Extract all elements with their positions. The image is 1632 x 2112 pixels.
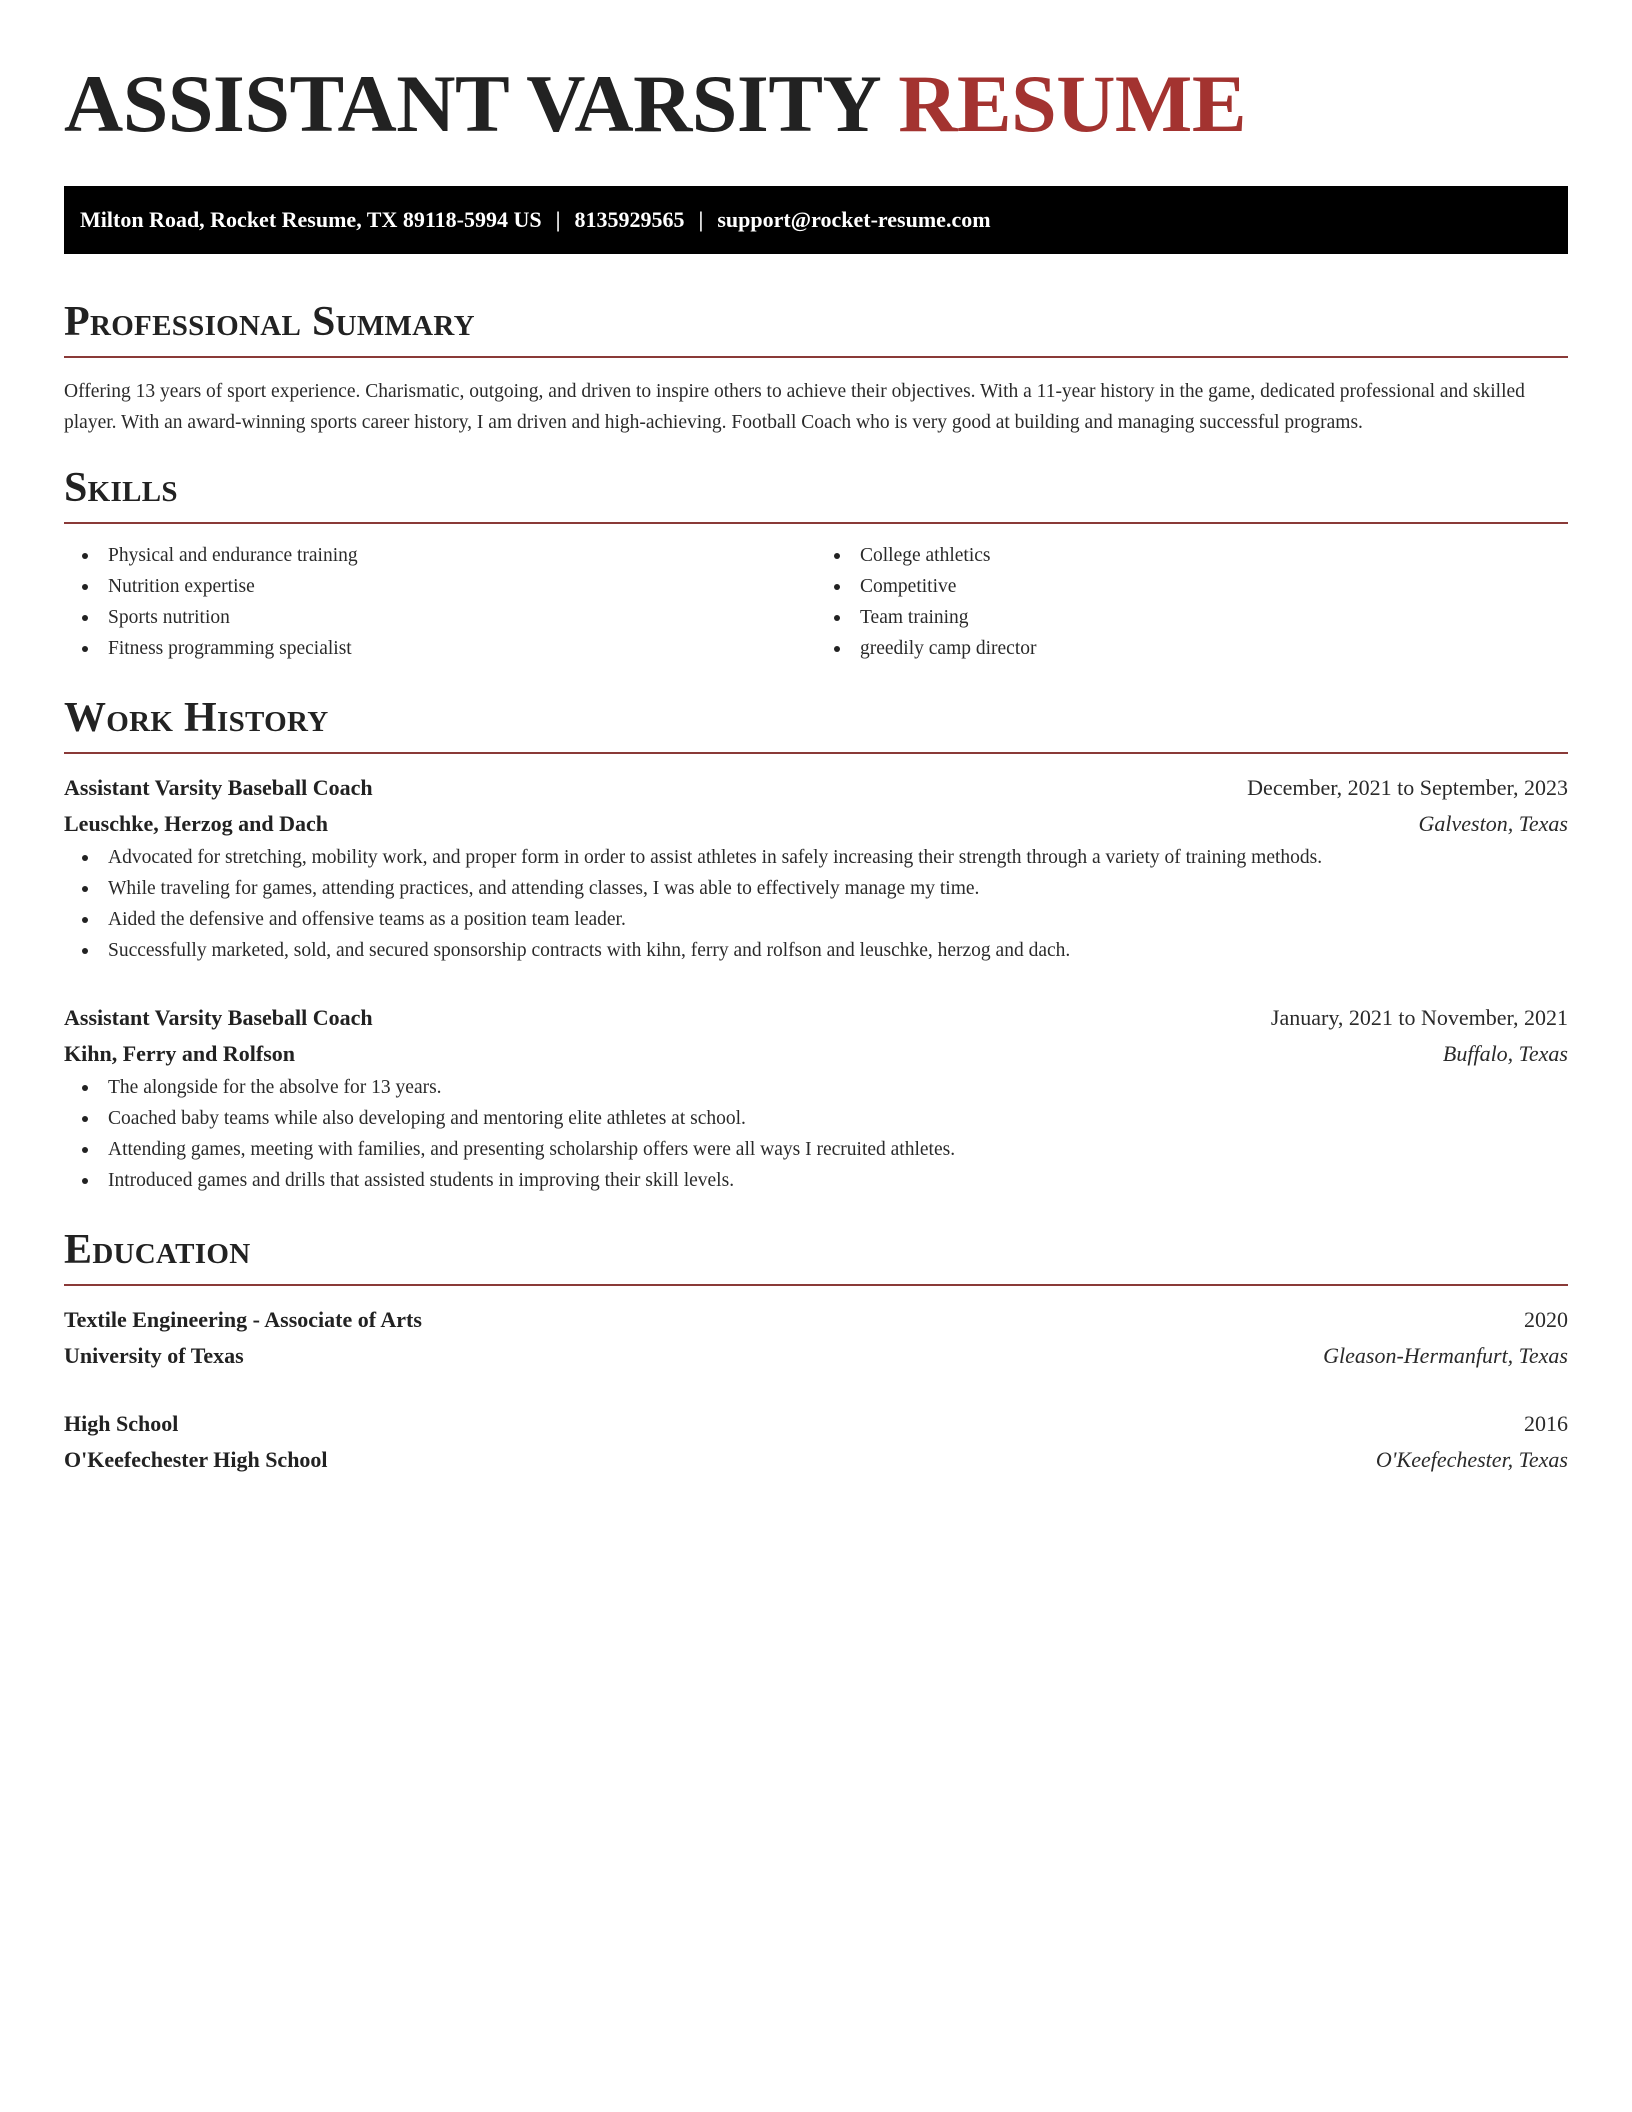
job-title: Assistant Varsity Baseball Coach [64,1005,373,1030]
job-entry [64,1000,1568,1196]
education-school-row [64,1338,1568,1374]
education-location: Gleason-Hermanfurt, Texas [1323,1343,1568,1368]
work-heading: Work History [64,695,329,741]
job-bullet: Successfully marketed, sold, and secured sponsorship contracts with kihn, ferry and rolfson and leuschke, herzog and dach. [64,935,1568,966]
job-bullet: Advocated for stretching, mobility work, and proper form in order to assist athletes in safely increasing their strength through a variety of training methods. [64,842,1568,873]
contact-address: Milton Road, Rocket Resume, TX 89118-5994 US [80,207,542,232]
job-title: Assistant Varsity Baseball Coach [64,775,373,800]
education-entry [64,1406,1568,1478]
job-dates: December, 2021 to September, 2023 [1247,775,1568,800]
skill-item: Physical and endurance training [64,540,816,571]
skill-item: greedily camp director [816,633,1568,664]
job-header-row [64,1000,1568,1036]
summary-text: Offering 13 years of sport experience. Charismatic, outgoing, and driven to inspire others to achieve their objectives. With a 11-year history in the game, dedicated professional and skilled player. With an award-winning sports career history, I am driven and high-achieving. Football Coach who is very good at building and managing successful programs. [64,381,1525,433]
job-bullet: While traveling for games, attending practices, and attending classes, I was able to effectively manage my time. [64,873,1568,904]
contact-separator: | [698,207,704,232]
job-entry [64,770,1568,966]
education-year: 2016 [1524,1411,1568,1436]
job-header-row [64,770,1568,806]
skill-item: Competitive [816,571,1568,602]
education-degree: Textile Engineering - Associate of Arts [64,1307,422,1332]
job-company: Kihn, Ferry and Rolfson [64,1041,296,1066]
education-degree-row [64,1406,1568,1442]
job-company-row [64,1036,1568,1072]
education-school: O'Keefechester High School [64,1447,328,1472]
summary-heading: Professional Summary [64,299,475,345]
skills-grid [64,540,1568,664]
skills-right-column [816,540,1568,664]
job-company-row [64,806,1568,842]
education-entry [64,1302,1568,1374]
job-bullet: Coached baby teams while also developing and mentoring elite athletes at school. [64,1103,1568,1134]
skill-item: Nutrition expertise [64,571,816,602]
job-location: Buffalo, Texas [1442,1041,1568,1066]
education-location: O'Keefechester, Texas [1375,1447,1568,1472]
contact-phone: 8135929565 [574,207,685,232]
job-bullet: Aided the defensive and offensive teams as a position team leader. [64,904,1568,935]
education-year: 2020 [1524,1307,1568,1332]
education-heading: Education [64,1227,251,1273]
education-school: University of Texas [64,1343,244,1368]
contact-separator: | [555,207,561,232]
skill-item: College athletics [816,540,1568,571]
job-bullet: Attending games, meeting with families, and presenting scholarship offers were all ways I recruited athletes. [64,1134,1568,1165]
job-dates: January, 2021 to November, 2021 [1270,1005,1568,1030]
title-accent: RESUME [898,58,1247,149]
job-bullets [64,842,1568,966]
job-bullet: The alongside for the absolve for 13 years. [64,1072,1568,1103]
job-location: Galveston, Texas [1418,811,1568,836]
skills-section [64,462,1568,664]
job-bullet: Introduced games and drills that assisted students in improving their skill levels. [64,1165,1568,1196]
section-divider [64,1284,1568,1286]
title-main: ASSISTANT VARSITY [64,58,879,149]
skill-item: Team training [816,602,1568,633]
skill-item: Sports nutrition [64,602,816,633]
work-section [64,692,1568,1196]
skill-item: Fitness programming specialist [64,633,816,664]
job-bullets [64,1072,1568,1196]
skills-left-column [64,540,816,664]
section-divider [64,356,1568,358]
contact-bar [64,186,1568,254]
contact-email: support@rocket-resume.com [717,207,991,232]
education-degree-row [64,1302,1568,1338]
job-company: Leuschke, Herzog and Dach [64,811,328,836]
resume-title [64,0,1568,152]
summary-section [64,296,1568,438]
education-school-row [64,1442,1568,1478]
section-divider [64,752,1568,754]
education-section [64,1224,1568,1478]
section-divider [64,522,1568,524]
skills-heading: Skills [64,465,178,511]
education-degree: High School [64,1411,179,1436]
